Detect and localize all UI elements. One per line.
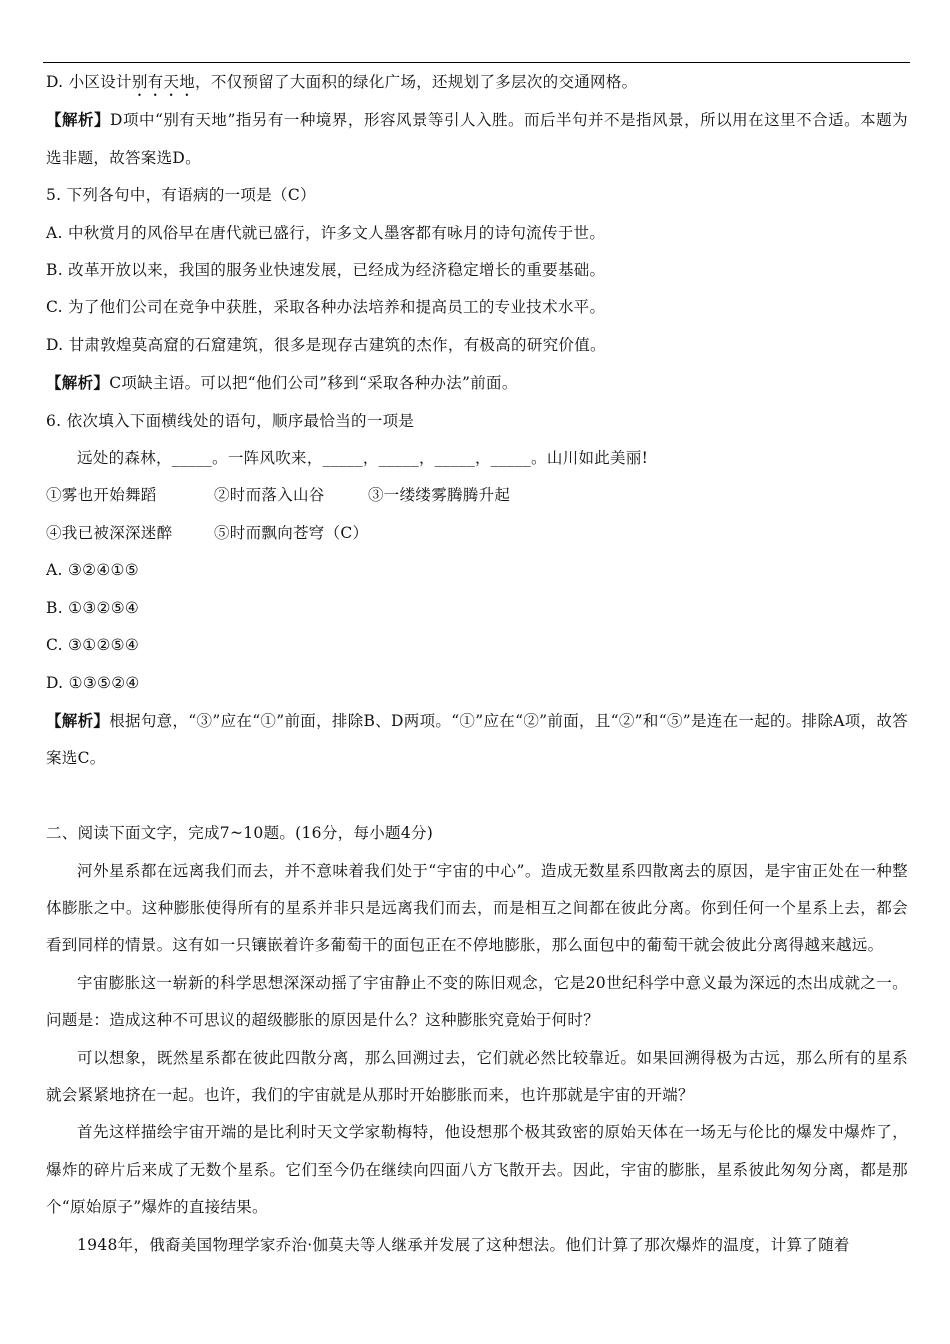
- analysis-text: D项中“别有天地”指另有一种境界，形容风景等引人入胜。而后半句并不是指风景，所以用在这里不合适。本题为选非题，故答案选D。: [46, 111, 908, 167]
- q6-passage: 远处的森林，_____。一阵风吹来，_____，_____，_____，_____。山川如此美丽!: [77, 449, 649, 468]
- reading-paragraph-2: 宇宙膨胀这一崭新的科学思想深深动摇了宇宙静止不变的陈旧观念，它是20世纪科学中意义最为深远的杰出成就之一。问题是：造成这种不可思议的超级膨胀的原因是什么？这种膨胀究竟始于何时？: [46, 973, 908, 1030]
- q5-option-a: A. 中秋赏月的风俗早在唐代就已盛行，许多文人墨客都有咏月的诗句流传于世。: [46, 223, 606, 242]
- prev-option-d-prefix: D. 小区设计: [46, 73, 132, 91]
- q6-choices-row-2: [46, 515, 908, 552]
- q6-option-b: B. ①③②⑤④: [46, 598, 140, 617]
- analysis-text: C项缺主语。可以把“他们公司”移到“采取各种办法”前面。: [109, 374, 518, 393]
- q6-choice-1: ①雾也开始舞蹈: [46, 486, 157, 505]
- prev-analysis: [46, 101, 908, 177]
- q5-analysis: [46, 364, 908, 402]
- prev-option-d-emphasis: 别有天地: [131, 73, 196, 91]
- q6-choices-row-1: [46, 477, 908, 514]
- q6-option-c: C. ③①②⑤④: [46, 636, 140, 655]
- q6-choice-2: ②时而落入山谷: [214, 486, 325, 505]
- prev-option-d: [46, 64, 908, 101]
- header-rule: [43, 62, 910, 63]
- analysis-tag: 【解析】: [46, 710, 110, 730]
- q6-choice-4: ④我已被深深迷醉: [46, 523, 173, 542]
- section-2-heading: 二、阅读下面文字，完成7~10题。(16分，每小题4分): [46, 824, 434, 843]
- reading-paragraph-4: 首先这样描绘宇宙开端的是比利时天文学家勒梅特，他设想那个极其致密的原始天体在一场无与伦比的爆发中爆炸了，爆炸的碎片后来成了无数个星系。它们至今仍在继续向四面八方飞散开去。因此，宇宙的膨胀，星系彼此匆匆分离，都是那个“原始原子”爆炸的直接结果。: [46, 1123, 908, 1217]
- q5-option-b: B. 改革开放以来，我国的服务业快速发展，已经成为经济稳定增长的重要基础。: [46, 261, 606, 280]
- q5-stem: 5. 下列各句中，有语病的一项是（C）: [46, 186, 316, 205]
- analysis-tag: 【解析】: [46, 373, 110, 393]
- reading-paragraph-3: 可以想象，既然星系都在彼此四散分离，那么回溯过去，它们就必然比较靠近。如果回溯得极为古远，那么所有的星系就会紧紧地挤在一起。也许，我们的宇宙就是从那时开始膨胀而来，也许那就是宇宙的开端？: [46, 1048, 908, 1104]
- q6-analysis: [46, 702, 908, 778]
- q6-option-d: D. ①③⑤②④: [46, 673, 140, 692]
- q5-option-c: C. 为了他们公司在竞争中获胜，采取各种办法培养和提高员工的专业技术水平。: [46, 298, 606, 317]
- analysis-tag: 【解析】: [46, 110, 111, 130]
- q6-option-a: A. ③②④①⑤: [46, 561, 139, 580]
- q6-stem: 6. 依次填入下面横线处的语句，顺序最恰当的一项是: [46, 411, 415, 430]
- analysis-text: 根据句意，“③”应在“①”前面，排除B、D两项。“①”应在“②”前面，且“②”和“⑤”是连在一起的。排除A项，故答案选C。: [46, 711, 909, 768]
- q6-choice-5: ⑤时而飘向苍穹（C）: [214, 523, 369, 542]
- q6-choice-3: ③一缕缕雾腾腾升起: [368, 486, 511, 505]
- prev-option-d-suffix: ，不仅预留了大面积的绿化广场，还规划了多层次的交通网格。: [195, 73, 638, 91]
- section-spacer: [46, 778, 908, 815]
- reading-paragraph-1: 河外星系都在远离我们而去，并不意味着我们处于“宇宙的中心”。造成无数星系四散离去的原因，是宇宙正处在一种整体膨胀之中。这种膨胀使得所有的星系并非只是远离我们而去，而是相互之间都在彼此分离。你到任何一个星系上去，都会看到同样的情景。这有如一只镶嵌着许多葡萄干的面包正在不停地膨胀，那么面包中的葡萄干就会彼此分离得越来越远。: [46, 861, 908, 955]
- q5-option-d: D. 甘肃敦煌莫高窟的石窟建筑，很多是现存古建筑的杰作，有极高的研究价值。: [46, 335, 606, 354]
- reading-paragraph-5: 1948年，俄裔美国物理学家乔治·伽莫夫等人继承并发展了这种想法。他们计算了那次爆炸的温度，计算了随着: [77, 1235, 850, 1254]
- document-page: [46, 64, 908, 1264]
